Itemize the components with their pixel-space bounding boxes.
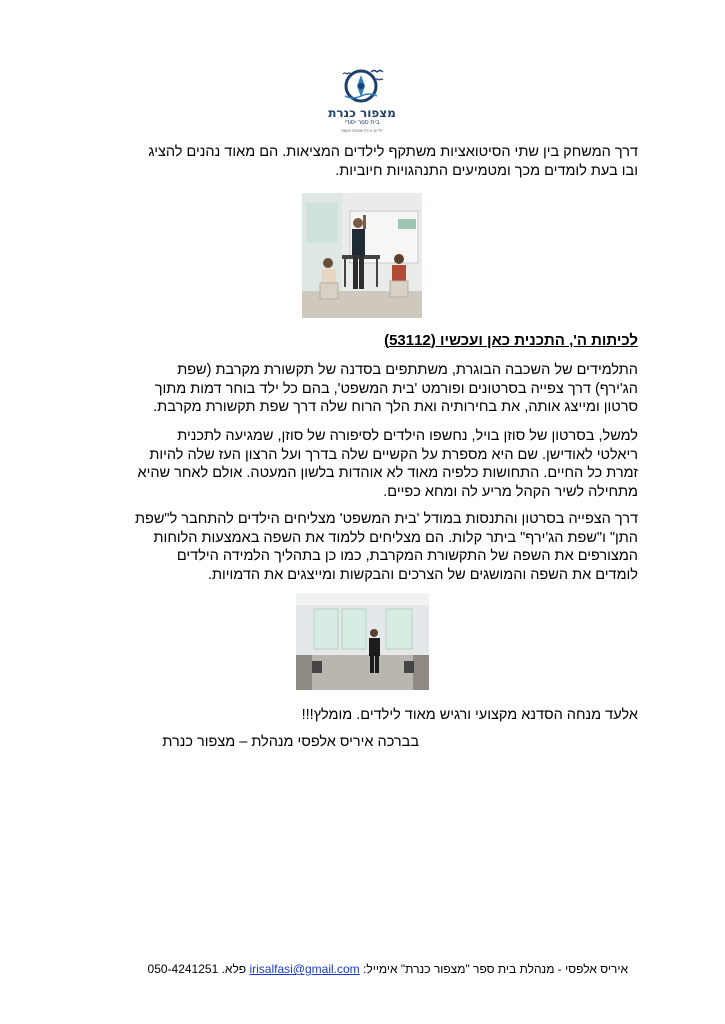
text-line: ריאלטי לאודישן. שם היא מספרת על הקשיים שלה בדרך ועל הרצון העז שלה להיות: [149, 446, 638, 463]
text-line: הג'ירף) דרך צפייה בסרטונים ופורמט 'בית המשפט', בהם כל ילד בוחר דמות מתוך: [154, 380, 638, 397]
footer-contact: [100, 962, 628, 976]
section-heading: לכיתות ה', התכנית כאן ועכשיו (53112): [384, 332, 638, 349]
text-line: למשל, בסרטון של סוזן בויל, נחשפו הילדים לסיפורה של סוזן, שמגיעה לתכנית: [177, 428, 638, 444]
text-line: התלמידים של השכבה הבוגרת, משתתפים בסדנה של תקשורת מקרבת (שפת: [177, 362, 638, 378]
school-logo: [322, 62, 402, 137]
text-line: ובו בעת לומדים מכך ומטמיעים התנהגויות חיוביות.: [335, 162, 638, 179]
text-line: בברכה איריס אלפסי מנהלת – מצפור כנרת: [162, 734, 419, 750]
text-line: אלעד מנחה הסדנא מקצועי ורגיש מאוד לילדים. מומלץ!!!: [301, 707, 638, 723]
logo-subtitle: בית ספר יסודי: [344, 120, 380, 126]
logo-name: מצפור כנרת: [328, 106, 396, 120]
text-line: דרך המשחק בין שתי הסיטואציות משתקף לילדים המציאות. הם מאוד נהנים להציג: [148, 144, 638, 160]
logo-tagline: ילדים יצירה שמחה ואושר: [341, 128, 383, 133]
paragraph-method: [78, 510, 638, 584]
text-line: התן" ו"שפת הג'ירף" ביתר קלות. הם מצליחים ללמוד את השפה באמצעות הלוחות: [153, 529, 638, 546]
recommendation: [78, 706, 638, 725]
text-line: זמרת כל החיים. התחושות כלפיה מאוד לא אוהדות בלשון המעטה. אולם לאחר שהיא: [137, 465, 638, 481]
footer-prefix: איריס אלפסי - מנהלת בית ספר "מצפור כנרת" אימייל:: [359, 962, 628, 976]
text-line: סרטון ומייצג אותה, את בחירותיה ואת הלך הרוח שלה דרך שפת תקשורת מקרבת.: [153, 399, 638, 415]
phone-number: 050-4241251: [147, 962, 219, 976]
workshop-photo-court-format: [302, 193, 422, 318]
intro-paragraph: [78, 143, 638, 180]
email-link[interactable]: irisalfasi@gmail.com: [249, 962, 360, 976]
compass-bird-icon: [337, 62, 387, 106]
text-line: דרך הצפייה בסרטון והתנסות במודל 'בית המשפט' מצליחים הילדים להתחבר ל"שפת: [134, 511, 638, 527]
text-line: המצורפים את השפה של התקשורת המקרבת, כמו כן בתהליך הלמידה הילדים: [176, 548, 638, 564]
text-line: מתחילה לשיר הקהל מריע לה ומחא כפיים.: [383, 483, 638, 500]
paragraph-workshop: [78, 361, 638, 417]
text-line: לומדים את השפה והמושגים של הצרכים והבקשות ומייצגים את הדמויות.: [207, 566, 638, 583]
phone-label: פלא.: [218, 962, 250, 976]
paragraph-example: [78, 427, 638, 501]
signature: [19, 733, 419, 752]
workshop-photo-classroom: [296, 593, 429, 690]
